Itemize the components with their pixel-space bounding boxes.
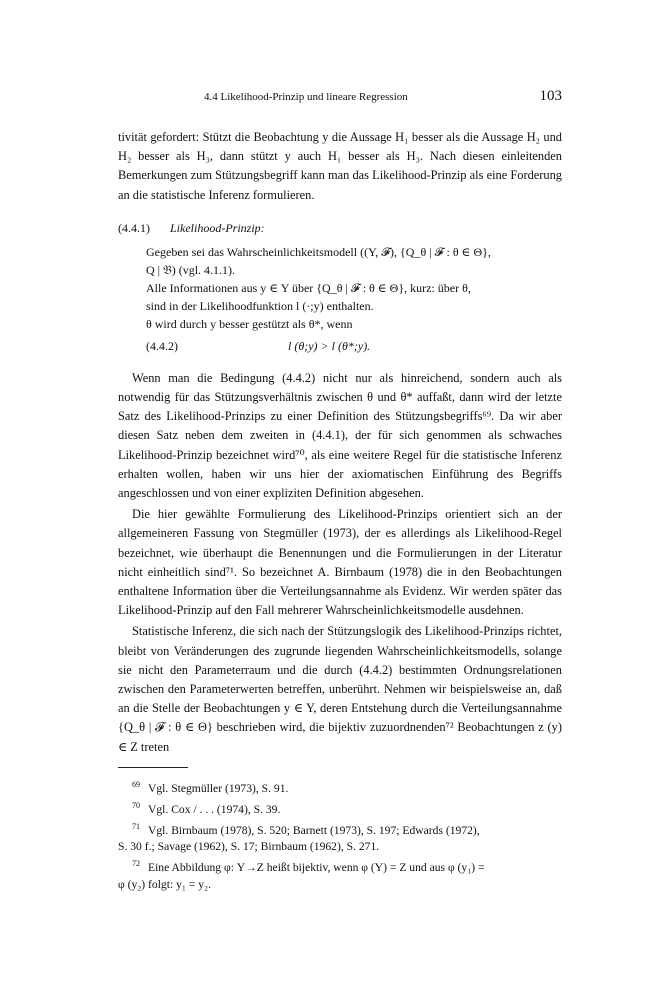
footnote-mark: 72 [132,859,140,869]
running-header [118,88,562,108]
paragraph-1: tivität gefordert: Stützt die Beobachtung y die Aussage H₁ besser als die Aussage H₂ und H₂ besser als H₃, dann stützt y auch H₁ besser als H₃. Nach diesen einleitenden Bemerkungen zum Stützungsbegriff kann man das Likelihood-Prinzip als eine Forderung an die statistische Inferenz formulieren. [118,130,562,202]
page-body [118,128,562,893]
definition-heading [118,219,562,237]
footnote [118,855,562,876]
definition-line: Gegeben sei das Wahrscheinlichkeitsmodell ((Y, 𝓕), {Q_θ | 𝓕 : θ ∈ Θ}, [146,244,491,259]
equation: l (θ;y) > l (θ*;y). [288,338,371,353]
footnote-continuation: S. 30 f.; Savage (1962), S. 17; Birnbaum (1962), S. 271. [118,840,380,854]
footnote-mark: 71 [132,821,140,831]
equation-number: (4.4.2) [146,338,178,353]
definition-title: Likelihood-Prinzip: [170,220,265,235]
definition-line: θ wird durch y besser gestützt als θ*, wenn [146,316,353,331]
footnote [118,818,562,839]
page-number: 103 [539,88,562,104]
running-title: 4.4 Likelihood-Prinzip und lineare Regression [204,91,408,103]
footnote [118,797,562,818]
footnote-text: Vgl. Birnbaum (1978), S. 520; Barnett (1973), S. 197; Edwards (1972), [148,823,480,837]
definition-body [146,243,562,355]
definition-line: Q | 𝔅) (vgl. 4.1.1). [146,262,236,277]
equation-row [146,337,562,355]
footnote-text: Eine Abbildung φ: Y→Z heißt bijektiv, wenn φ (Y) = Z und aus φ (y₁) = [148,861,485,875]
definition-line: Alle Informationen aus y ∈ Y über {Q_θ | 𝓕 : θ ∈ Θ}, kurz: über θ, [146,280,471,295]
footnotes [118,776,562,893]
footnote-continuation: φ (y₂) folgt: y₁ = y₂. [118,878,211,892]
footnote-mark: 70 [132,800,140,810]
footnote-text: Vgl. Cox / . . . (1974), S. 39. [148,802,281,816]
footnote-rule [118,767,188,768]
definition-number: (4.4.1) [118,220,150,235]
paragraph-2: Wenn man die Bedingung (4.4.2) nicht nur als hinreichend, sondern auch als notwendig für das Stützungsverhältnis zwischen θ und θ* auffaßt, dann wird der letzte Satz des Likelihood-Prinzips zu einer Definition des Stützungsbegriffs⁶⁹. Da wir aber diesen Satz neben dem zweiten in (4.4.1), der für sich genommen als schwaches Likelihood-Prinzip bezeichnet wird⁷⁰, als eine weitere Regel für die statistische Inferenz erhalten wollen, haben wir uns hier der axiomatischen Einführung des Begriffs angeschlossen und von einer expliziten Definition abgesehen. [118,370,562,501]
definition-line: sind in der Likelihoodfunktion l (·;y) enthalten. [146,298,374,313]
footnote-text: Vgl. Stegmüller (1973), S. 91. [148,781,289,795]
footnote [118,776,562,797]
definition-block [118,219,562,355]
paragraph-3: Die hier gewählte Formulierung des Likelihood-Prinzips orientiert sich an der allgemeineren Fassung von Stegmüller (1973), der es allerdings als Likelihood-Regel bezeichnet, wie überhaupt die Benennungen und die Formulierungen in der Literatur nicht einheitlich sind⁷¹. So bezeichnet A. Birnbaum (1978) die in den Beobachtungen enthaltene Information über die Verteilungsannahme als Evidenz. Wir werden später das Likelihood-Prinzip auf den Fall mehrerer Wahrscheinlichkeitsmodelle ausdehnen. [118,507,562,618]
paragraph-4: Statistische Inferenz, die sich nach der Stützungslogik des Likelihood-Prinzips richtet, bleibt von Veränderungen des zugrunde liegenden Wahrscheinlichkeitsmodells, solange sie nicht den Parameterraum und die durch (4.4.2) bestimmten Ordnungsrelationen zwischen den Parameterwerten betreffen, unberührt. Nehmen wir beispielsweise an, daß an die Stelle der Beobachtungen y ∈ Y, deren Entstehung durch die Verteilungsannahme {Q_θ | 𝓕 : θ ∈ Θ} beschrieben wird, die bijektiv zuzuordnenden⁷² Beobachtungen z (y) ∈ Z treten [118,624,562,754]
footnote-mark: 69 [132,779,140,789]
